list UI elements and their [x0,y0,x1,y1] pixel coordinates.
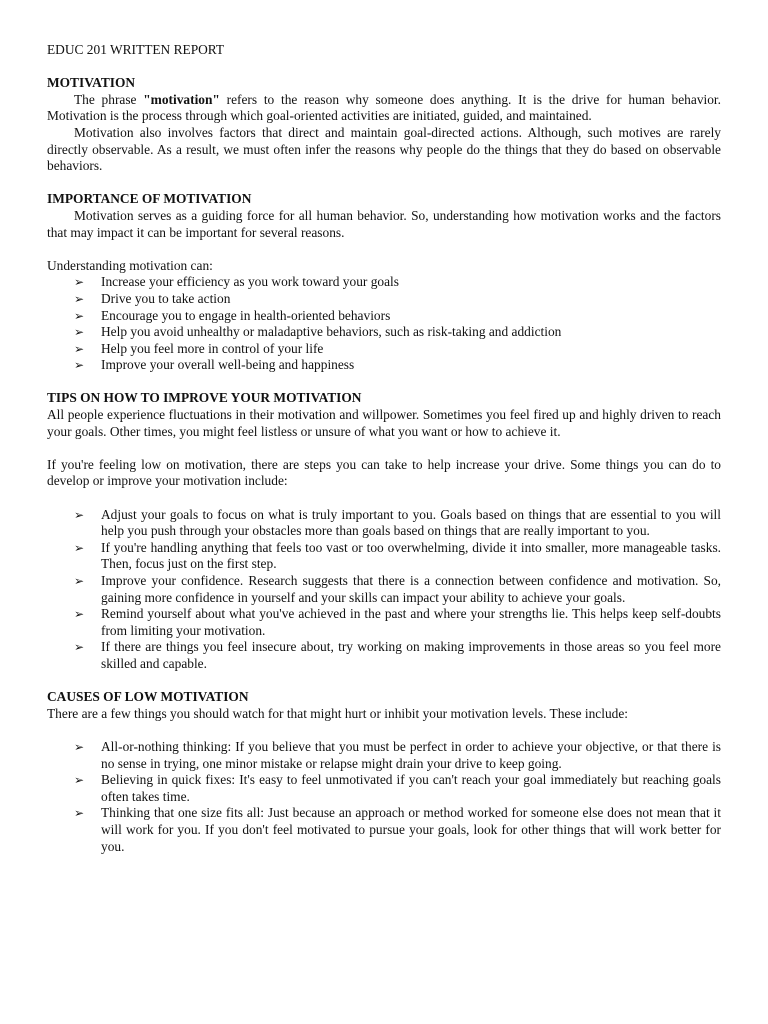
spacer [47,241,721,258]
section-heading: CAUSES OF LOW MOTIVATION [47,689,249,705]
bullet-list [47,507,721,673]
arrow-bullet-icon: ➢ [74,341,85,356]
list-item-text: Remind yourself about what you've achieved in the past and where your strengths lie. This helps keep self-doubts from limiting your motivation. [101,606,721,638]
section-causes [47,689,721,855]
list-item [74,606,721,639]
list-item-text: All-or-nothing thinking: If you believe that you must be perfect in order to achieve your objective, or that there is no sense in trying, one minor mistake or relapse might drain your drive to keep going. [101,738,721,771]
list-item-text: Improve your overall well-being and happiness [101,357,355,373]
arrow-bullet-icon: ➢ [74,507,85,522]
list-item [74,573,721,606]
arrow-bullet-icon: ➢ [74,607,85,622]
list-item [74,738,721,772]
list-item [74,772,721,805]
arrow-bullet-icon: ➢ [74,325,85,340]
list-item [74,539,721,573]
arrow-bullet-icon: ➢ [74,275,85,290]
text-run: The phrase [74,91,144,107]
list-item-text: If you're handling anything that feels too vast or too overwhelming, divide it into smaller, more manageable tasks. Then, focus just on the first step. [101,539,721,572]
list-item-text: Improve your confidence. Research suggests that there is a connection between confidence and motivation. So, gaining more confidence in yourself and your skills can impact your ability to achieve your goals. [101,573,721,605]
list-item-text: If there are things you feel insecure about, try working on making improvements in those areas so you feel more skilled and capable. [101,639,721,671]
list-item-text: Increase your efficiency as you work toward your goals [101,274,399,290]
paragraph: Motivation also involves factors that direct and maintain goal-directed actions. Although, such motives are rarely directly observable. As a result, we must often infer the reasons why people do the things that they do based on observable behaviors. [47,124,721,174]
paragraph: All people experience fluctuations in their motivation and willpower. Sometimes you feel fired up and highly driven to reach your goals. Other times, you might feel listless or unsure of what you want or how to achieve it. [47,407,721,439]
list-item [74,274,721,291]
arrow-bullet-icon: ➢ [74,358,85,373]
paragraph [47,92,721,125]
arrow-bullet-icon: ➢ [74,308,85,323]
spacer [47,175,721,192]
spacer [47,722,721,739]
list-item-text: Thinking that one size fits all: Just because an approach or method worked for someone else does not mean that it will work for you. If you don't feel motivated to pursue your goals, look for other things that will work better for you. [101,805,721,854]
text-run: refers to the reason why someone does anything. It is the drive for human behavior. Motivation is the process through which goal-oriented activities are initiated, guided, and maintained. [47,91,722,124]
bold-term: "motivation" [143,91,220,107]
list-item-text: Believing in quick fixes: It's easy to feel unmotivated if you can't reach your goal immediately but reaching goals often takes time. [101,772,721,804]
list-item [74,805,721,855]
spacer [47,673,721,690]
list-item [74,639,721,672]
spacer [47,59,721,76]
arrow-bullet-icon: ➢ [74,739,85,754]
arrow-bullet-icon: ➢ [74,806,85,821]
document-title: EDUC 201 WRITTEN REPORT [47,42,225,57]
section-heading: TIPS ON HOW TO IMPROVE YOUR MOTIVATION [47,390,362,406]
list-item-text: Adjust your goals to focus on what is truly important to you. Goals based on things that are essential to you will help you push through your obstacles more than goals based on things that are really important to you. [101,506,721,539]
bullet-list [47,274,721,374]
paragraph: Motivation serves as a guiding force for all human behavior. So, understanding how motivation works and the factors that may impact it can be important for several reasons. [47,207,721,240]
list-item [74,324,721,341]
section-motivation [47,75,721,175]
arrow-bullet-icon: ➢ [74,773,85,788]
list-item [74,290,721,308]
section-heading: MOTIVATION [47,75,136,91]
paragraph: There are a few things you should watch for that might hurt or inhibit your motivation levels. These include: [47,705,628,721]
list-lead: Understanding motivation can: [47,257,213,273]
spacer [47,374,721,391]
list-item [74,307,721,325]
arrow-bullet-icon: ➢ [74,640,85,655]
arrow-bullet-icon: ➢ [74,291,85,306]
paragraph: If you're feeling low on motivation, there are steps you can take to help increase your drive. Some things you can do to develop or improve your motivation include: [47,456,721,489]
list-item [74,357,721,374]
spacer [47,440,721,457]
section-heading: IMPORTANCE OF MOTIVATION [47,191,252,207]
arrow-bullet-icon: ➢ [74,540,85,555]
list-item-text: Encourage you to engage in health-oriented behaviors [101,307,391,323]
section-importance [47,191,721,374]
list-item-text: Drive you to take action [101,290,231,306]
section-tips [47,390,721,672]
list-item [74,340,721,358]
list-item-text: Help you avoid unhealthy or maladaptive behaviors, such as risk-taking and addiction [101,324,562,340]
list-item-text: Help you feel more in control of your life [101,340,324,356]
bullet-list [47,739,721,855]
spacer [47,490,721,507]
arrow-bullet-icon: ➢ [74,574,85,588]
list-item [74,506,721,540]
